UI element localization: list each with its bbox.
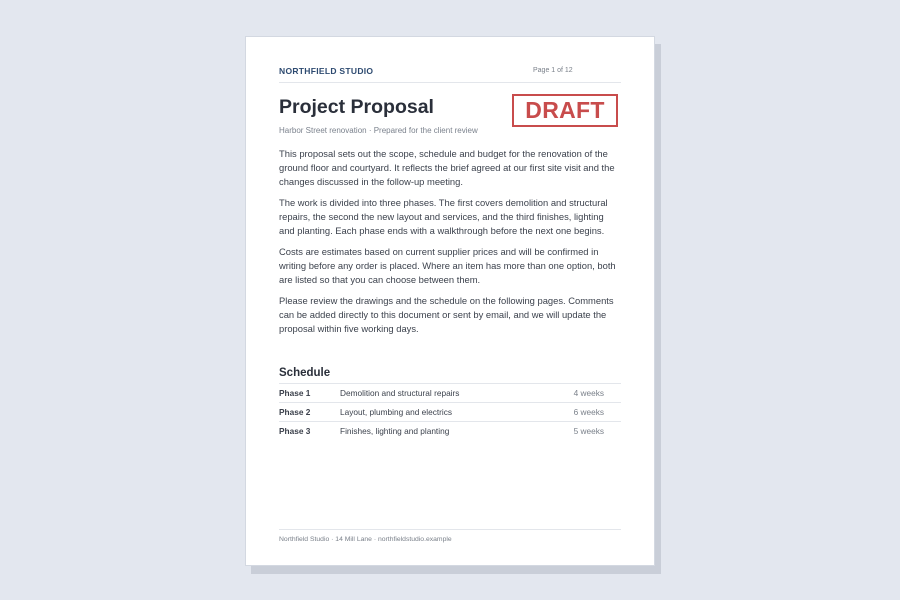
document-subtitle: Harbor Street renovation · Prepared for the client review: [279, 126, 478, 135]
paragraph: The work is divided into three phases. The first covers demolition and structural repairs, the second the new layout and services, and the third finishes, lighting and planting. Each phase ends with a walkthrough before the next one begins.: [279, 197, 608, 236]
schedule-row: [279, 421, 621, 440]
schedule-duration: 4 weeks: [573, 388, 604, 398]
schedule-description: Demolition and structural repairs: [340, 388, 460, 398]
page-number: Page 1 of 12: [533, 67, 573, 74]
schedule-phase: Phase 1: [279, 388, 311, 398]
paragraph: This proposal sets out the scope, schedule and budget for the renovation of the ground floor and courtyard. It reflects the brief agreed at our first site visit and the changes discussed in the follow-up meeting.: [279, 148, 615, 187]
schedule-phase: Phase 3: [279, 426, 311, 436]
schedule-duration: 5 weeks: [573, 426, 604, 436]
schedule-table: [279, 383, 621, 440]
paragraph: Costs are estimates based on current supplier prices and will be confirmed in writing before any order is placed. Where an item has more than one option, both are listed so that you can choose between them.: [279, 246, 616, 285]
page-content: [279, 37, 621, 565]
document-page: [245, 36, 655, 566]
studio-name: NORTHFIELD STUDIO: [279, 66, 374, 76]
draft-stamp: DRAFT: [512, 94, 618, 127]
document-title: Project Proposal: [279, 96, 434, 118]
schedule-description: Layout, plumbing and electrics: [340, 407, 453, 417]
page-header: [279, 66, 621, 83]
schedule-phase: Phase 2: [279, 407, 311, 417]
paragraph: Please review the drawings and the schedule on the following pages. Comments can be added directly to this document or sent by email, and we will update the proposal within five working days.: [279, 295, 614, 334]
schedule-duration: 6 weeks: [573, 407, 604, 417]
page-footer: Northfield Studio · 14 Mill Lane · northfieldstudio.example: [279, 529, 621, 543]
schedule-row: [279, 402, 621, 421]
schedule-heading: Schedule: [279, 367, 331, 379]
body-text: [279, 147, 621, 343]
schedule-row: [279, 383, 621, 402]
schedule-description: Finishes, lighting and planting: [340, 426, 450, 436]
